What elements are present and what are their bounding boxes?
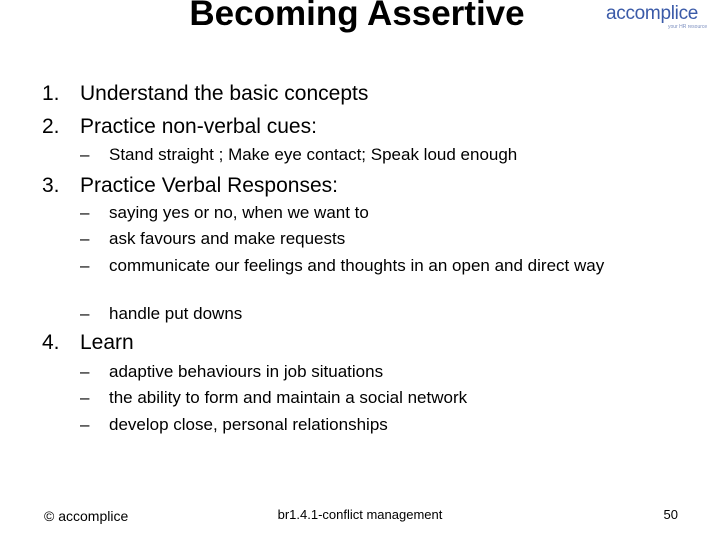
logo-name: accomplice	[606, 3, 699, 24]
numbered-item-2	[42, 115, 317, 139]
sub-bullet	[80, 388, 670, 408]
sub-bullet-text: Stand straight ; Make eye contact; Speak loud enough	[109, 145, 518, 164]
numbered-item-4	[42, 331, 134, 355]
item-text: Learn	[80, 331, 134, 354]
sub-bullet	[80, 256, 660, 276]
numbered-item-1	[42, 82, 368, 106]
sub-bullet-text: communicate our feelings and thoughts in an open and direct way	[109, 256, 605, 275]
item-text: Practice non-verbal cues:	[80, 115, 317, 138]
sub-bullet-text: the ability to form and maintain a social network	[109, 388, 468, 407]
item-number: 3.	[42, 174, 60, 197]
page-number: 50	[663, 507, 678, 522]
dash-bullet: –	[80, 304, 90, 323]
dash-bullet: –	[80, 362, 90, 381]
sub-bullet	[80, 145, 670, 165]
item-text: Understand the basic concepts	[80, 82, 369, 105]
logo-tagline: your HR resource	[668, 24, 708, 30]
sub-bullet	[80, 415, 670, 435]
dash-bullet: –	[80, 203, 90, 222]
footer-copyright: © accomplice	[44, 508, 129, 524]
sub-bullet-text: saying yes or no, when we want to	[109, 203, 369, 222]
slide-title-text: Becoming Assertive	[189, 0, 525, 33]
sub-bullet	[80, 203, 670, 223]
dash-bullet: –	[80, 256, 90, 275]
numbered-item-3	[42, 174, 338, 198]
item-text: Practice Verbal Responses:	[80, 174, 338, 197]
dash-bullet: –	[80, 415, 90, 434]
sub-bullet-text: ask favours and make requests	[109, 229, 346, 248]
item-number: 2.	[42, 115, 60, 138]
item-number: 1.	[42, 82, 60, 105]
sub-bullet-text: develop close, personal relationships	[109, 415, 388, 434]
dash-bullet: –	[80, 145, 90, 164]
sub-bullet-text: adaptive behaviours in job situations	[109, 362, 384, 381]
sub-bullet	[80, 304, 670, 324]
dash-bullet: –	[80, 229, 90, 248]
sub-bullet-text: handle put downs	[109, 304, 243, 323]
footer-course-code: br1.4.1-conflict management	[277, 507, 443, 522]
sub-bullet	[80, 229, 670, 249]
item-number: 4.	[42, 331, 60, 354]
sub-bullet	[80, 362, 670, 382]
dash-bullet: –	[80, 388, 90, 407]
